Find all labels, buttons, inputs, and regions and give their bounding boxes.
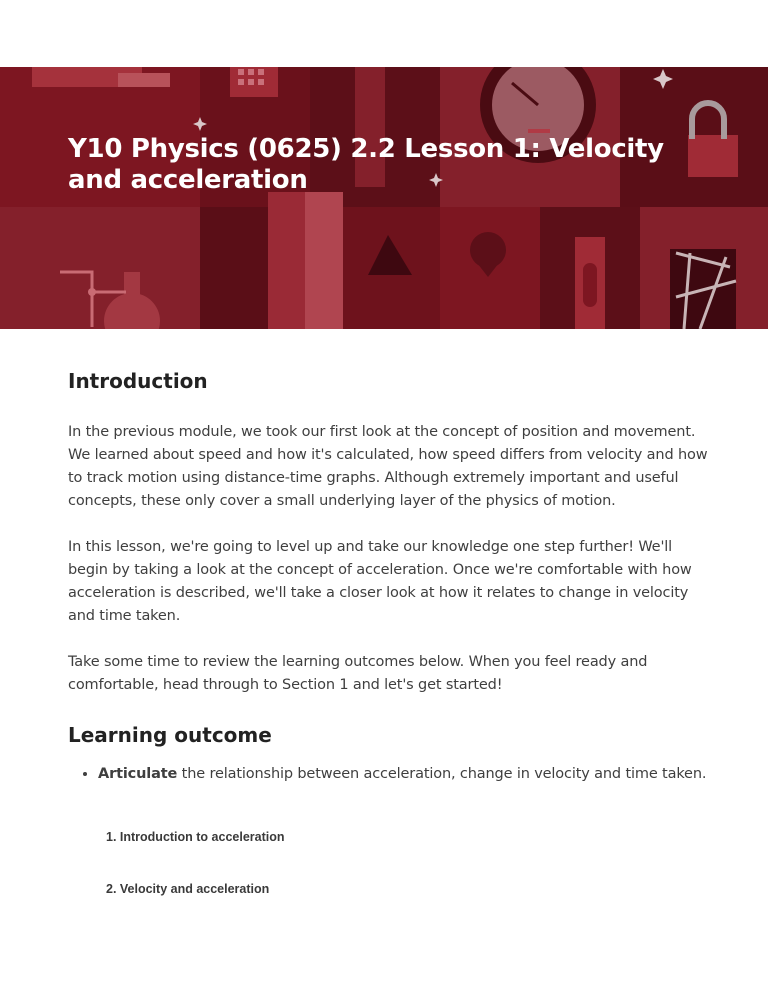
list-item bbox=[98, 763, 708, 786]
lesson-content bbox=[68, 365, 708, 786]
introduction-heading: Introduction bbox=[68, 369, 208, 393]
intro-paragraph: In the previous module, we took our first look at the concept of position and movement. We learned about speed and how it's calculated, how speed differs from velocity and how to track motion using distance-time graphs. Although extremely important and useful concepts, these only cover a small underlying layer of the physics of motion. bbox=[68, 424, 708, 509]
learning-outcome-list bbox=[68, 763, 708, 786]
section-links bbox=[106, 828, 285, 898]
section-link-introduction-to-acceleration[interactable]: 1. Introduction to acceleration bbox=[106, 830, 285, 844]
section-link-velocity-and-acceleration[interactable]: 2. Velocity and acceleration bbox=[106, 882, 270, 896]
page-title: Y10 Physics (0625) 2.2 Lesson 1: Velocity and acceleration bbox=[68, 134, 664, 195]
learning-outcome-heading: Learning outcome bbox=[68, 723, 272, 747]
outcome-verb: Articulate bbox=[98, 766, 178, 782]
intro-paragraph: In this lesson, we're going to level up and take our knowledge one step further! We'll begin by taking a look at the concept of acceleration. Once we're comfortable with how acceleration is described, we'll take a closer look at how it relates to change in velocity and time taken. bbox=[68, 539, 692, 624]
hero-banner bbox=[0, 67, 768, 329]
intro-paragraph: Take some time to review the learning outcomes below. When you feel ready and comfortable, head through to Section 1 and let's get started! bbox=[68, 654, 648, 693]
outcome-text: the relationship between acceleration, change in velocity and time taken. bbox=[177, 766, 707, 782]
banner-illustration bbox=[0, 67, 768, 329]
